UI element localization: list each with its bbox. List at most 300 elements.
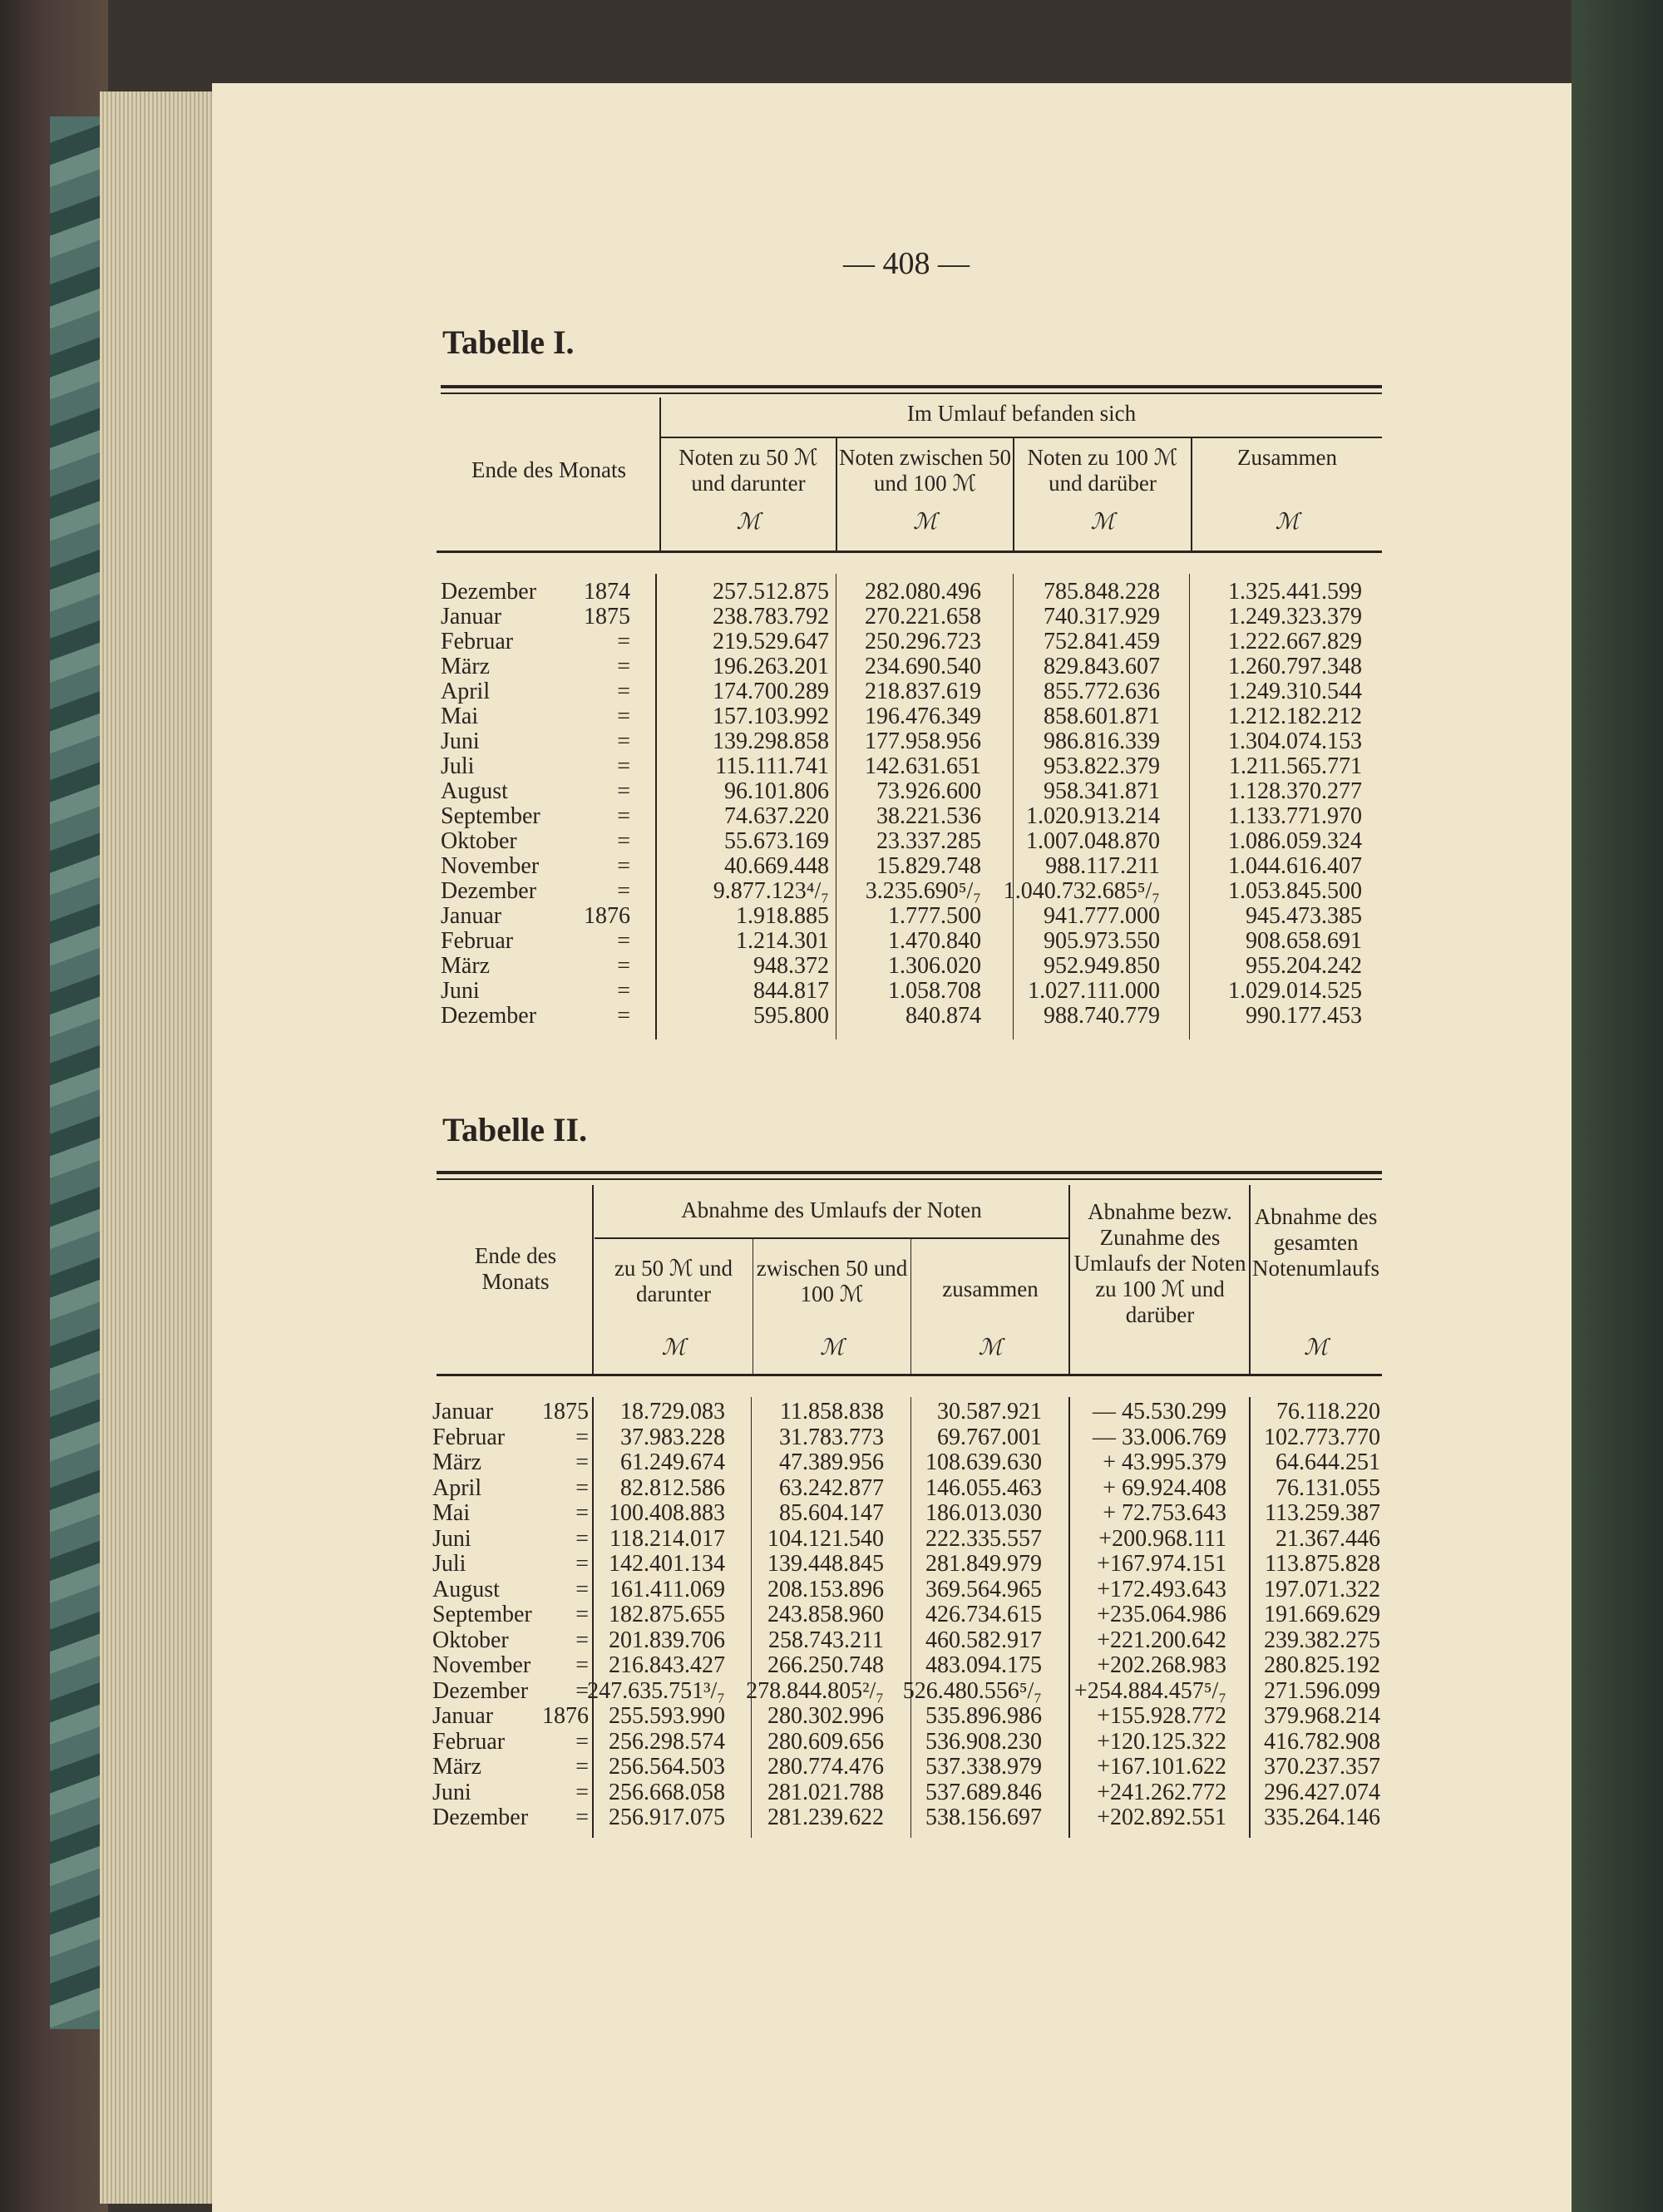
month-cell: November xyxy=(432,1652,531,1678)
value-cell: 256.668.058 xyxy=(609,1779,725,1805)
book-binding-right xyxy=(1572,0,1663,2212)
value-cell: 201.839.706 xyxy=(609,1627,725,1653)
value-cell: 76.131.055 xyxy=(1276,1474,1380,1501)
col-header: zu 50 ℳ und darunter xyxy=(614,1256,733,1306)
month-cell: Dezember xyxy=(432,1805,529,1830)
value-cell: 955.204.242 xyxy=(1246,953,1362,979)
year-cell: = xyxy=(617,953,630,979)
value-cell: 139.448.845 xyxy=(767,1551,884,1577)
month-cell: April xyxy=(432,1474,482,1501)
value-cell: 174.700.289 xyxy=(713,679,829,704)
rule xyxy=(910,1239,911,1375)
year-cell: = xyxy=(575,1779,589,1805)
month-cell: Februar xyxy=(441,629,514,654)
year-cell: = xyxy=(617,753,630,779)
year-cell: = xyxy=(617,928,630,954)
col-header: Abnahme bezw. Zunahme des Umlaufs der Noten zu 100 ℳ und darüber xyxy=(1073,1199,1246,1327)
month-cell: Oktober xyxy=(432,1627,509,1653)
value-cell: 102.773.770 xyxy=(1264,1424,1380,1450)
month-cell: November xyxy=(441,853,540,879)
value-cell: 1.029.014.525 xyxy=(1228,978,1362,1004)
value-cell: 1.304.074.153 xyxy=(1228,728,1362,754)
value-cell: 840.874 xyxy=(906,1003,981,1029)
year-cell: = xyxy=(617,654,630,679)
value-cell: 9.877.123⁴/₇ xyxy=(713,878,829,904)
value-cell: 55.673.169 xyxy=(724,828,829,854)
table-row xyxy=(0,654,1663,679)
value-cell: 1.053.845.500 xyxy=(1228,878,1362,904)
table-row xyxy=(0,1805,1663,1830)
value-cell: 280.609.656 xyxy=(767,1728,884,1755)
col-header: Noten zu 50 ℳ und darunter xyxy=(679,445,818,496)
value-cell: 63.242.877 xyxy=(779,1474,884,1501)
value-cell: 73.926.600 xyxy=(876,778,981,804)
value-cell: 1.007.048.870 xyxy=(1026,828,1160,854)
rule xyxy=(437,1178,1382,1180)
value-cell: 30.587.921 xyxy=(937,1399,1042,1424)
value-cell: 157.103.992 xyxy=(713,704,829,729)
value-cell: 1.040.732.685⁵/₇ xyxy=(1003,878,1160,904)
value-cell: 855.772.636 xyxy=(1044,679,1160,704)
value-cell: 18.729.083 xyxy=(620,1399,725,1424)
value-cell: +155.928.772 xyxy=(1097,1703,1226,1729)
value-cell: 426.734.615 xyxy=(925,1602,1042,1627)
value-cell: 483.094.175 xyxy=(925,1652,1042,1678)
value-cell: +167.974.151 xyxy=(1097,1551,1226,1577)
value-cell: 11.858.838 xyxy=(780,1399,884,1424)
table-row xyxy=(0,929,1663,954)
value-cell: 953.822.379 xyxy=(1044,753,1160,779)
value-cell: 271.596.099 xyxy=(1264,1677,1380,1704)
value-cell: 139.298.858 xyxy=(713,728,829,754)
value-cell: 64.644.251 xyxy=(1276,1449,1380,1475)
value-cell: 526.480.556⁵/₇ xyxy=(902,1677,1042,1704)
value-cell: 31.783.773 xyxy=(779,1424,884,1450)
value-cell: 1.058.708 xyxy=(888,978,981,1004)
col-header: Abnahme des gesamten Notenumlaufs xyxy=(1252,1204,1379,1281)
year-cell: 1876 xyxy=(542,1703,589,1729)
month-cell: Mai xyxy=(432,1500,471,1526)
table-row xyxy=(0,1578,1663,1602)
value-cell: 15.829.748 xyxy=(876,853,981,879)
value-cell: 1.214.301 xyxy=(736,928,829,954)
value-cell: 191.669.629 xyxy=(1264,1602,1380,1627)
value-cell: + 43.995.379 xyxy=(1103,1449,1226,1475)
value-cell: 266.250.748 xyxy=(767,1652,884,1678)
value-cell: 196.263.201 xyxy=(713,654,829,679)
month-header: Ende des Monats xyxy=(474,1243,557,1294)
value-cell: 990.177.453 xyxy=(1246,1003,1362,1029)
table-row xyxy=(0,1527,1663,1552)
value-cell: 222.335.557 xyxy=(925,1525,1042,1552)
month-cell: März xyxy=(441,953,491,979)
year-cell: = xyxy=(617,778,630,804)
value-cell: 118.214.017 xyxy=(609,1525,725,1552)
table-row xyxy=(0,754,1663,779)
value-cell: 948.372 xyxy=(753,953,829,979)
value-cell: 945.473.385 xyxy=(1246,903,1362,929)
table-row xyxy=(0,879,1663,904)
table1-title: Tabelle I. xyxy=(442,323,575,361)
value-cell: 1.306.020 xyxy=(888,953,981,979)
table-row xyxy=(0,804,1663,829)
value-cell: 538.156.697 xyxy=(925,1805,1042,1830)
month-cell: April xyxy=(441,679,491,704)
year-cell: = xyxy=(575,1627,589,1653)
month-cell: September xyxy=(441,803,540,829)
rule xyxy=(437,1171,1382,1174)
month-cell: Juni xyxy=(441,728,480,754)
month-cell: Februar xyxy=(432,1728,506,1755)
value-cell: 908.658.691 xyxy=(1246,928,1362,954)
value-cell: 1.020.913.214 xyxy=(1026,803,1160,829)
value-cell: 247.635.751³/₇ xyxy=(587,1677,725,1704)
value-cell: 257.512.875 xyxy=(713,579,829,605)
year-cell: 1874 xyxy=(584,579,630,605)
value-cell: 256.917.075 xyxy=(609,1805,725,1830)
rule xyxy=(595,1237,1068,1239)
value-cell: 1.249.310.544 xyxy=(1228,679,1362,704)
value-cell: 239.382.275 xyxy=(1264,1627,1380,1653)
year-cell: = xyxy=(575,1474,589,1501)
table-row xyxy=(0,904,1663,929)
year-cell: = xyxy=(575,1677,589,1704)
value-cell: 941.777.000 xyxy=(1044,903,1160,929)
table-row xyxy=(0,1628,1663,1653)
value-cell: 369.564.965 xyxy=(925,1576,1042,1602)
month-cell: Januar xyxy=(432,1703,494,1729)
table-row xyxy=(0,729,1663,754)
value-cell: +120.125.322 xyxy=(1097,1728,1226,1755)
value-cell: — 45.530.299 xyxy=(1093,1399,1226,1424)
value-cell: + 72.753.643 xyxy=(1103,1500,1226,1526)
year-cell: = xyxy=(617,978,630,1004)
value-cell: 1.325.441.599 xyxy=(1228,579,1362,605)
value-cell: 256.298.574 xyxy=(609,1728,725,1755)
month-cell: August xyxy=(432,1576,500,1602)
value-cell: 100.408.883 xyxy=(609,1500,725,1526)
value-cell: 234.690.540 xyxy=(865,654,981,679)
group-header: Im Umlauf befanden sich xyxy=(906,401,1137,426)
group-header: Abnahme des Umlaufs der Noten xyxy=(681,1197,982,1222)
value-cell: 537.338.979 xyxy=(925,1754,1042,1780)
value-cell: 1.212.182.212 xyxy=(1228,704,1362,729)
table-row xyxy=(0,1755,1663,1780)
month-cell: Mai xyxy=(441,704,479,729)
rule xyxy=(437,551,1382,553)
value-cell: 905.973.550 xyxy=(1044,928,1160,954)
value-cell: 23.337.285 xyxy=(876,828,981,854)
value-cell: 281.021.788 xyxy=(767,1779,884,1805)
value-cell: 280.825.192 xyxy=(1264,1652,1380,1678)
table-row xyxy=(0,854,1663,879)
year-cell: 1875 xyxy=(584,604,630,630)
value-cell: 47.389.956 xyxy=(779,1449,884,1475)
year-cell: = xyxy=(575,1424,589,1450)
month-cell: Juni xyxy=(432,1525,471,1552)
month-header: Ende des Monats xyxy=(471,457,626,482)
table-row xyxy=(0,954,1663,979)
table-row xyxy=(0,1730,1663,1755)
value-cell: 61.249.674 xyxy=(620,1449,725,1475)
unit-label: ℳ xyxy=(736,509,761,534)
value-cell: 1.470.840 xyxy=(888,928,981,954)
value-cell: 858.601.871 xyxy=(1044,704,1160,729)
value-cell: 1.211.565.771 xyxy=(1229,753,1362,779)
month-cell: Januar xyxy=(432,1399,494,1424)
year-cell: = xyxy=(617,728,630,754)
month-cell: Dezember xyxy=(441,1003,537,1029)
value-cell: 161.411.069 xyxy=(609,1576,725,1602)
table-row xyxy=(0,1450,1663,1475)
month-cell: Juni xyxy=(432,1779,471,1805)
value-cell: 108.639.630 xyxy=(925,1449,1042,1475)
value-cell: 988.117.211 xyxy=(1045,853,1160,879)
value-cell: 1.918.885 xyxy=(736,903,829,929)
value-cell: 535.896.986 xyxy=(925,1703,1042,1729)
value-cell: 282.080.496 xyxy=(865,579,981,605)
year-cell: = xyxy=(575,1602,589,1627)
month-cell: März xyxy=(432,1754,482,1780)
value-cell: 196.476.349 xyxy=(865,704,981,729)
value-cell: + 69.924.408 xyxy=(1103,1474,1226,1501)
year-cell: = xyxy=(617,828,630,854)
value-cell: 216.843.427 xyxy=(609,1652,725,1678)
value-cell: 256.564.503 xyxy=(609,1754,725,1780)
month-cell: Januar xyxy=(441,604,502,630)
value-cell: 740.317.929 xyxy=(1044,604,1160,630)
rule xyxy=(1068,1185,1070,1375)
value-cell: 986.816.339 xyxy=(1044,728,1160,754)
value-cell: 186.013.030 xyxy=(925,1500,1042,1526)
table-row xyxy=(0,979,1663,1004)
month-cell: Juli xyxy=(432,1551,466,1577)
year-cell: 1876 xyxy=(584,903,630,929)
value-cell: 595.800 xyxy=(753,1003,829,1029)
value-cell: 270.221.658 xyxy=(865,604,981,630)
table-row xyxy=(0,829,1663,854)
value-cell: +254.884.457⁵/₇ xyxy=(1073,1677,1226,1704)
value-cell: 379.968.214 xyxy=(1264,1703,1380,1729)
value-cell: 1.133.771.970 xyxy=(1228,803,1362,829)
value-cell: 278.844.805²/₇ xyxy=(746,1677,884,1704)
table-row xyxy=(0,1704,1663,1729)
value-cell: 218.837.619 xyxy=(865,679,981,704)
value-cell: 255.593.990 xyxy=(609,1703,725,1729)
month-cell: Dezember xyxy=(441,579,537,605)
value-cell: 113.259.387 xyxy=(1265,1500,1380,1526)
value-cell: 281.239.622 xyxy=(767,1805,884,1830)
value-cell: 280.302.996 xyxy=(767,1703,884,1729)
value-cell: 988.740.779 xyxy=(1044,1003,1160,1029)
value-cell: 69.767.001 xyxy=(937,1424,1042,1450)
unit-label: ℳ xyxy=(1304,1335,1328,1360)
value-cell: 785.848.228 xyxy=(1044,579,1160,605)
value-cell: 460.582.917 xyxy=(925,1627,1042,1653)
month-cell: Juni xyxy=(441,978,480,1004)
value-cell: +200.968.111 xyxy=(1098,1525,1226,1552)
value-cell: 829.843.607 xyxy=(1044,654,1160,679)
value-cell: 74.637.220 xyxy=(724,803,829,829)
table-row xyxy=(0,1400,1663,1424)
value-cell: 177.958.956 xyxy=(865,728,981,754)
value-cell: +235.064.986 xyxy=(1097,1602,1226,1627)
rule xyxy=(592,1185,594,1375)
value-cell: 82.812.586 xyxy=(620,1474,725,1501)
rule xyxy=(441,393,1382,394)
year-cell: = xyxy=(575,1449,589,1475)
value-cell: 280.774.476 xyxy=(767,1754,884,1780)
value-cell: 281.849.979 xyxy=(925,1551,1042,1577)
year-cell: = xyxy=(617,1003,630,1029)
value-cell: 752.841.459 xyxy=(1044,629,1160,654)
value-cell: 1.260.797.348 xyxy=(1228,654,1362,679)
col-header: zusammen xyxy=(942,1276,1039,1301)
page-number: — 408 — xyxy=(843,246,970,281)
month-cell: Dezember xyxy=(441,878,537,904)
value-cell: 142.401.134 xyxy=(609,1551,725,1577)
value-cell: 243.858.960 xyxy=(767,1602,884,1627)
unit-label: ℳ xyxy=(820,1335,844,1360)
value-cell: +202.892.551 xyxy=(1097,1805,1226,1830)
value-cell: 537.689.846 xyxy=(925,1779,1042,1805)
value-cell: 208.153.896 xyxy=(767,1576,884,1602)
table2-title: Tabelle II. xyxy=(442,1111,588,1148)
rule xyxy=(441,385,1382,388)
value-cell: 844.817 xyxy=(753,978,829,1004)
month-cell: August xyxy=(441,778,508,804)
rule xyxy=(437,1374,1382,1376)
table-row xyxy=(0,1653,1663,1678)
year-cell: = xyxy=(575,1576,589,1602)
month-cell: März xyxy=(432,1449,482,1475)
col-header: Zusammen xyxy=(1237,445,1337,470)
value-cell: 238.783.792 xyxy=(713,604,829,630)
value-cell: 3.235.690⁵/₇ xyxy=(865,878,981,904)
year-cell: = xyxy=(575,1551,589,1577)
month-cell: Juli xyxy=(441,753,475,779)
value-cell: 1.027.111.000 xyxy=(1028,978,1160,1004)
month-cell: März xyxy=(441,654,491,679)
value-cell: 40.669.448 xyxy=(724,853,829,879)
value-cell: 197.071.322 xyxy=(1264,1576,1380,1602)
month-cell: Dezember xyxy=(432,1677,529,1704)
col-header: zwischen 50 und 100 ℳ xyxy=(756,1256,908,1306)
unit-label: ℳ xyxy=(913,509,937,534)
year-cell: 1875 xyxy=(542,1399,589,1424)
year-cell: = xyxy=(617,629,630,654)
year-cell: = xyxy=(575,1754,589,1780)
value-cell: 958.341.871 xyxy=(1044,778,1160,804)
value-cell: 21.367.446 xyxy=(1276,1525,1380,1552)
table-row xyxy=(0,679,1663,704)
value-cell: 335.264.146 xyxy=(1264,1805,1380,1830)
table-row xyxy=(0,779,1663,804)
month-cell: Januar xyxy=(441,903,502,929)
month-cell: Februar xyxy=(432,1424,506,1450)
value-cell: +241.262.772 xyxy=(1097,1779,1226,1805)
value-cell: 250.296.723 xyxy=(865,629,981,654)
rule xyxy=(661,437,1382,438)
year-cell: = xyxy=(575,1525,589,1552)
table-row xyxy=(0,605,1663,630)
year-cell: = xyxy=(617,704,630,729)
year-cell: = xyxy=(575,1805,589,1830)
value-cell: 38.221.536 xyxy=(876,803,981,829)
value-cell: +172.493.643 xyxy=(1097,1576,1226,1602)
table-row xyxy=(0,630,1663,654)
value-cell: 142.631.651 xyxy=(865,753,981,779)
year-cell: = xyxy=(617,878,630,904)
month-cell: Februar xyxy=(441,928,514,954)
unit-label: ℳ xyxy=(1090,509,1115,534)
month-cell: Oktober xyxy=(441,828,517,854)
table-row xyxy=(0,1425,1663,1450)
value-cell: 96.101.806 xyxy=(724,778,829,804)
value-cell: 536.908.230 xyxy=(925,1728,1042,1755)
value-cell: 1.128.370.277 xyxy=(1228,778,1362,804)
value-cell: 1.222.667.829 xyxy=(1228,629,1362,654)
value-cell: — 33.006.769 xyxy=(1093,1424,1226,1450)
year-cell: = xyxy=(617,679,630,704)
value-cell: 113.875.828 xyxy=(1265,1551,1380,1577)
value-cell: 1.086.059.324 xyxy=(1228,828,1362,854)
value-cell: +202.268.983 xyxy=(1097,1652,1226,1678)
col-header: Noten zwischen 50 und 100 ℳ xyxy=(839,445,1011,496)
table-row xyxy=(0,1501,1663,1526)
rule xyxy=(1249,1185,1251,1375)
value-cell: 146.055.463 xyxy=(925,1474,1042,1501)
year-cell: = xyxy=(575,1728,589,1755)
value-cell: 1.044.616.407 xyxy=(1228,853,1362,879)
table-row xyxy=(0,1780,1663,1805)
table-row xyxy=(0,580,1663,605)
year-cell: = xyxy=(575,1500,589,1526)
year-cell: = xyxy=(617,803,630,829)
table-row xyxy=(0,1602,1663,1627)
year-cell: = xyxy=(575,1652,589,1678)
value-cell: 1.249.323.379 xyxy=(1228,604,1362,630)
value-cell: +167.101.622 xyxy=(1097,1754,1226,1780)
unit-label: ℳ xyxy=(661,1335,686,1360)
table-row xyxy=(0,704,1663,729)
value-cell: 104.121.540 xyxy=(767,1525,884,1552)
value-cell: 370.237.357 xyxy=(1264,1754,1380,1780)
table-row xyxy=(0,1004,1663,1029)
table-row xyxy=(0,1476,1663,1501)
table-row xyxy=(0,1679,1663,1704)
unit-label: ℳ xyxy=(978,1335,1003,1360)
value-cell: 416.782.908 xyxy=(1264,1728,1380,1755)
value-cell: 952.949.850 xyxy=(1044,953,1160,979)
col-header: Noten zu 100 ℳ und darüber xyxy=(1027,445,1178,496)
value-cell: 182.875.655 xyxy=(609,1602,725,1627)
value-cell: 37.983.228 xyxy=(620,1424,725,1450)
month-cell: September xyxy=(432,1602,532,1627)
value-cell: 85.604.147 xyxy=(779,1500,884,1526)
value-cell: 258.743.211 xyxy=(768,1627,884,1653)
table-row xyxy=(0,1552,1663,1577)
value-cell: 296.427.074 xyxy=(1264,1779,1380,1805)
value-cell: 1.777.500 xyxy=(888,903,981,929)
value-cell: 115.111.741 xyxy=(715,753,829,779)
value-cell: 76.118.220 xyxy=(1276,1399,1380,1424)
value-cell: +221.200.642 xyxy=(1097,1627,1226,1653)
page-stack xyxy=(100,91,225,2204)
value-cell: 219.529.647 xyxy=(713,629,829,654)
year-cell: = xyxy=(617,853,630,879)
unit-label: ℳ xyxy=(1275,509,1300,534)
